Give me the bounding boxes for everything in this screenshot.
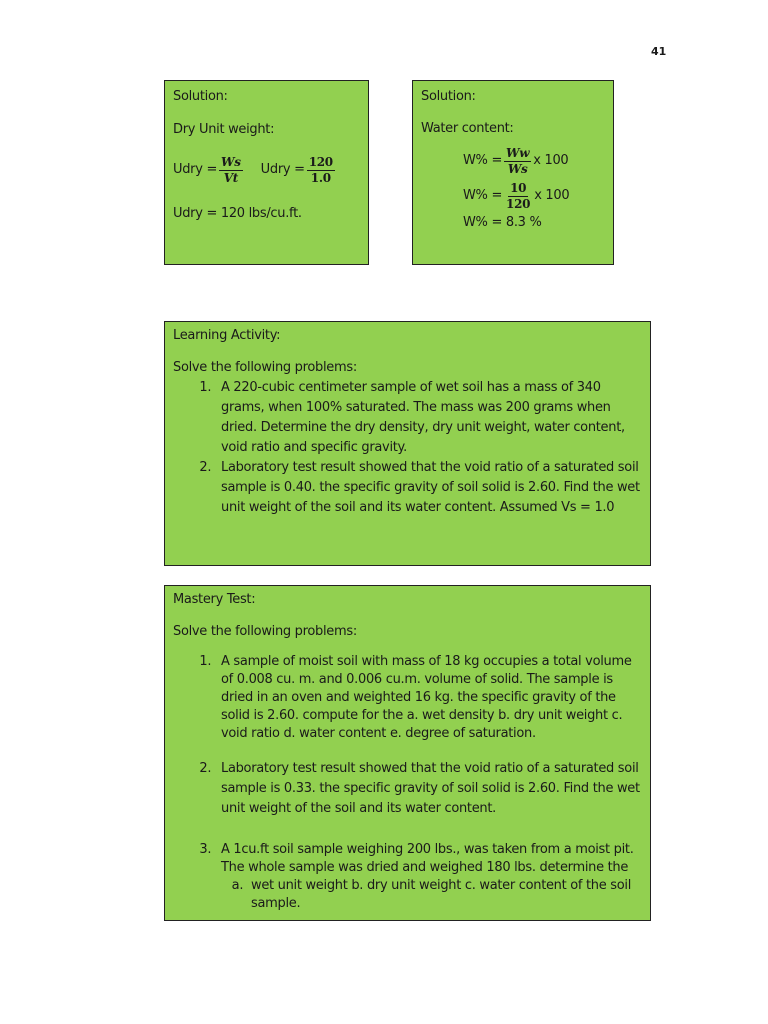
solution-heading: Solution: xyxy=(173,89,228,104)
solution-result: W% = 8.3 % xyxy=(463,215,542,230)
solution-water-content-box xyxy=(412,80,614,265)
denominator: 120 xyxy=(506,196,531,211)
learning-activity-list xyxy=(173,378,642,518)
problem-item: 1. A 220-cubic centimeter sample of wet soil has a mass of 340 grams, when 100% saturated. The mass was 200 grams when dried. Determine the dry density, dry unit weight, water content, void ratio and specific gravity. xyxy=(215,378,642,458)
water-content-equation xyxy=(463,143,605,179)
solution-subheading: Dry Unit weight: xyxy=(173,122,275,137)
fraction xyxy=(219,155,243,186)
numerator: Ww xyxy=(506,145,530,160)
solution-result: Udry = 120 lbs/cu.ft. xyxy=(173,206,302,221)
problem-item: 1. A sample of moist soil with mass of 18 kg occupies a total volume of 0.008 cu. m. and 0.006 cu.m. volume of solid. The sample is dried in an oven and weighted 16 kg. the specific gravity of the solid is 2.60. compute for the a. wet density b. dry unit weight c. void ratio d. water content e. degree of saturation. xyxy=(215,653,642,743)
water-content-substitution xyxy=(463,179,605,213)
equation-rhs: x 100 xyxy=(534,188,570,203)
numerator: 120 xyxy=(308,154,333,169)
learning-activity-heading: Learning Activity: xyxy=(173,328,281,343)
mastery-test-list xyxy=(173,653,642,913)
problem-item: 2. Laboratory test result showed that the void ratio of a saturated soil sample is 0.40. the specific gravity of soil solid is 2.60. Find the wet unit weight of the soil and its water content. Assumed Vs = 1.0 xyxy=(215,458,642,518)
equation-lhs: W% = xyxy=(463,153,503,168)
numerator: Ws xyxy=(221,154,241,169)
solution-subheading: Water content: xyxy=(421,121,514,136)
equation-rhs: x 100 xyxy=(533,153,569,168)
learning-activity-intro: Solve the following problems: xyxy=(173,360,357,375)
fraction xyxy=(504,181,532,212)
problem-subitem: a. wet unit weight b. dry unit weight c. water content of the soil sample. xyxy=(247,877,642,913)
fraction xyxy=(504,146,531,177)
numerator: 10 xyxy=(510,180,527,195)
learning-activity-box xyxy=(164,321,651,566)
equation-lhs: W% = xyxy=(463,188,503,203)
equation-lhs: Udry = xyxy=(260,162,305,177)
dry-unit-weight-equation xyxy=(173,150,360,190)
page-number: 41 xyxy=(651,45,667,58)
mastery-test-heading: Mastery Test: xyxy=(173,592,256,607)
denominator: Ws xyxy=(507,161,528,176)
problem-subitems xyxy=(221,877,642,913)
problem-item: 2. Laboratory test result showed that the void ratio of a saturated soil sample is 0.33. the specific gravity of soil solid is 2.60. Find the wet unit weight of the soil and its water content. xyxy=(215,759,642,819)
equation-lhs: Udry = xyxy=(173,162,218,177)
problem-item-text: A 1cu.ft soil sample weighing 200 lbs., was taken from a moist pit. The whole sample was dried and weighed 180 lbs. determine the xyxy=(221,842,634,875)
mastery-test-box xyxy=(164,585,651,921)
problem-item-with-subitems xyxy=(215,841,642,913)
mastery-test-intro: Solve the following problems: xyxy=(173,624,357,639)
solution-dry-unit-weight-box xyxy=(164,80,369,265)
solution-heading: Solution: xyxy=(421,89,476,104)
fraction xyxy=(307,155,335,186)
denominator: 1.0 xyxy=(310,170,331,185)
denominator: Vt xyxy=(223,170,238,185)
